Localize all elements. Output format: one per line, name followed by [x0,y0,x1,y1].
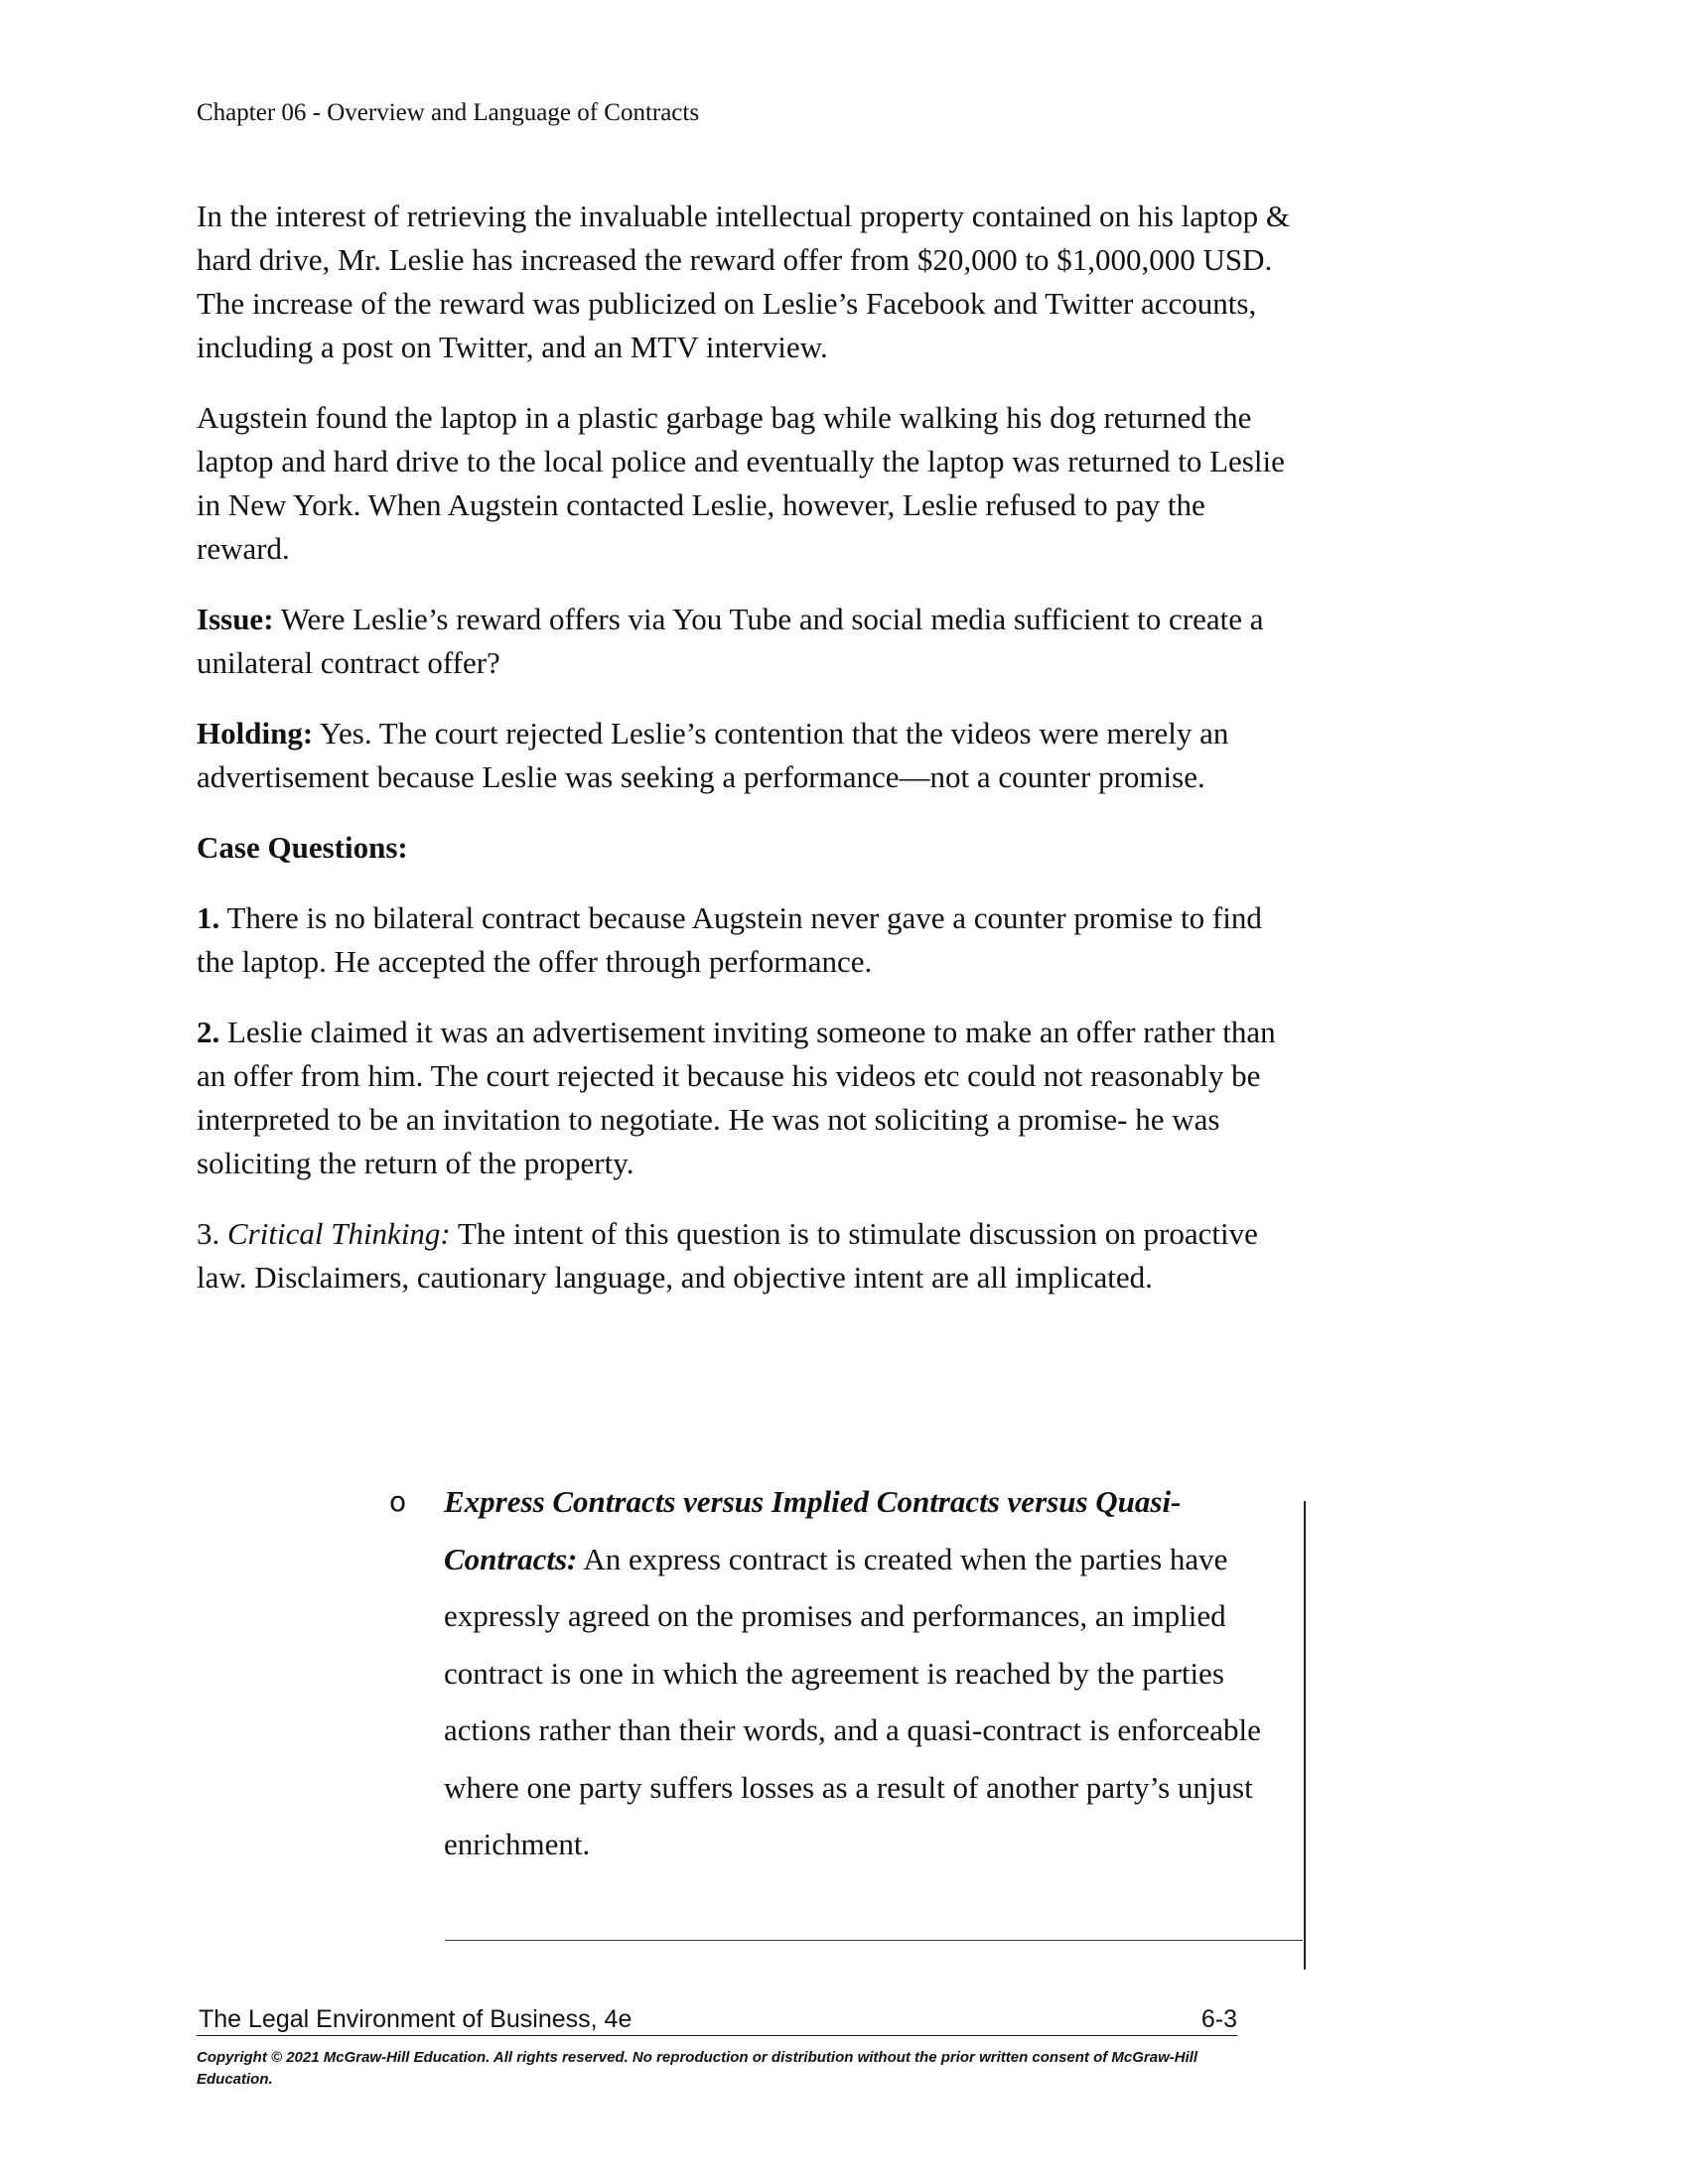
question-3-number: 3. [197,1216,227,1251]
question-1-text: There is no bilateral contract because Augstein never gave a counter promise to find the laptop. He accepted the offer through performance. [197,900,1262,979]
bullet-body [444,1473,1283,1873]
copyright-notice: Copyright © 2021 McGraw-Hill Education. All rights reserved. No reproduction or distribution without the prior written consent of McGraw-Hill Education. [197,2049,1198,2088]
question-3-label: Critical Thinking: [227,1216,451,1251]
issue-label: Issue: [197,602,274,636]
footer [197,2003,1237,2036]
paragraph-reward: In the interest of retrieving the invaluable intellectual property contained on his laptop & hard drive, Mr. Leslie has increased the reward offer from $20,000 to $1,000,000 USD. The increase of the reward was publicized on Leslie’s Facebook and Twitter accounts, including a post on Twitter, and an MTV interview. [197,199,1291,364]
issue-text: Were Leslie’s reward offers via You Tube and social media sufficient to create a unilateral contract offer? [197,602,1264,680]
question-3-text: The intent of this question is to stimulate discussion on proactive law. Disclaimers, cautionary language, and objective intent are all implicated. [197,1216,1258,1295]
footer-book-title: The Legal Environment of Business, 4e [199,2005,633,2033]
bullet-text: An express contract is created when the parties have expressly agreed on the promises and performances, an implied contract is one in which the agreement is reached by the parties actions rather than their words, and a quasi-contract is enforceable where one party suffers losses as a result of another party’s unjust enrichment. [444,1541,1261,1861]
footer-page-number: 6-3 [1200,2005,1237,2033]
contracts-bullet [389,1473,1283,1873]
chapter-header: Chapter 06 - Overview and Language of Contracts [197,99,700,126]
case-question-3 [197,1212,1299,1299]
holding-label: Holding: [197,716,314,751]
paragraph-augstein: Augstein found the laptop in a plastic garbage bag while walking his dog returned the laptop and hard drive to the local police and eventually the laptop was returned to Leslie in New York. When Augstein contacted Leslie, however, Leslie refused to pay the reward. [197,400,1285,566]
answer-underline [445,1940,1303,1941]
margin-rule [1304,1501,1306,1970]
case-questions-heading: Case Questions: [197,830,408,865]
question-2-label: 2. [197,1015,220,1049]
case-body [197,195,1299,1326]
bullet-marker-icon: o [389,1485,407,1518]
paragraph-holding [197,712,1299,799]
bullet-title: Express Contracts versus Implied Contracts versus Quasi-Contracts: [444,1484,1182,1576]
question-1-label: 1. [197,900,220,935]
case-question-2 [197,1011,1299,1185]
case-question-1 [197,896,1299,984]
question-2-text: Leslie claimed it was an advertisement inviting someone to make an offer rather than an offer from him. The court rejected it because his videos etc could not reasonably be interpreted to be an invitation to negotiate. He was not soliciting a promise- he was soliciting the return of the property. [197,1015,1276,1180]
paragraph-issue [197,598,1299,685]
holding-text: Yes. The court rejected Leslie’s contention that the videos were merely an advertisement because Leslie was seeking a performance—not a counter promise. [197,716,1229,794]
